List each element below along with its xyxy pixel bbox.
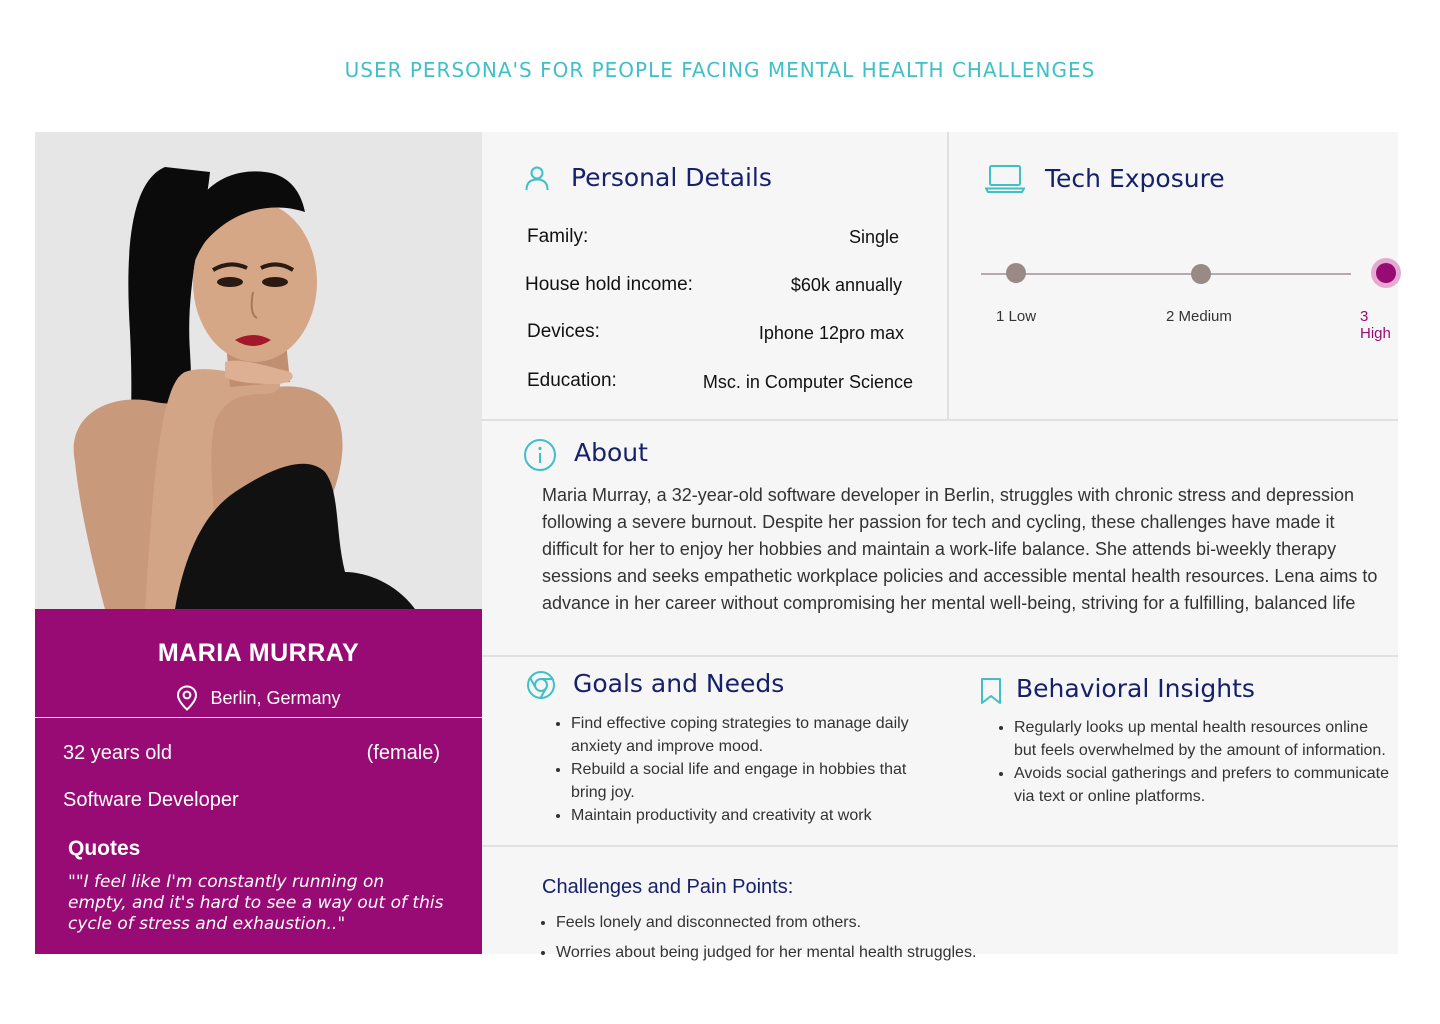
challenge-item: • Worries about being judged for her mental health struggles.	[556, 938, 1356, 968]
info-icon	[523, 438, 557, 472]
quotes-title: Quotes	[68, 837, 141, 860]
persona-card	[35, 132, 1398, 961]
persona-portrait	[35, 132, 482, 609]
personal-details-title: Personal Details	[571, 163, 772, 192]
family-label: Family:	[527, 226, 589, 247]
devices-value: Iphone 12pro max	[758, 323, 904, 343]
goal-item: • Maintain productivity and creativity at work	[571, 804, 921, 827]
profile-panel	[35, 132, 482, 954]
location	[35, 685, 482, 711]
tech-level-medium-dot	[1191, 264, 1211, 284]
behavior-title: Behavioral Insights	[1016, 674, 1255, 703]
profile-info	[35, 609, 482, 954]
occupation: Software Developer	[63, 789, 239, 811]
tech-level-high-label: 3 High	[1360, 308, 1391, 342]
personal-details-panel	[482, 132, 947, 419]
quote-text: ""I feel like I'm constantly running on empty, and it's hard to see a way out of this cycle of stress and exhaustion.."	[68, 872, 444, 934]
target-icon	[526, 670, 556, 700]
behavior-item: • Avoids social gatherings and prefers to communicate via text or online platforms.	[1014, 762, 1394, 808]
tech-scale-line	[981, 273, 1351, 275]
gender: (female)	[366, 742, 440, 764]
goal-item: • Rebuild a social life and engage in hobbies that bring joy.	[571, 758, 921, 804]
behavior-list	[996, 716, 1394, 808]
education-label: Education:	[527, 370, 617, 391]
tech-level-high-dot	[1376, 263, 1396, 283]
income-label: House hold income:	[525, 274, 693, 295]
person-icon	[524, 165, 550, 191]
tech-exposure-panel	[949, 132, 1398, 419]
goals-behavior-panel	[482, 657, 1398, 845]
goals-title: Goals and Needs	[573, 669, 785, 698]
tech-level-low-label: 1 Low	[996, 308, 1037, 325]
challenges-list	[538, 908, 1356, 968]
income-value: $60k annually	[790, 275, 902, 295]
age: 32 years old	[63, 742, 172, 764]
challenges-panel	[482, 847, 1398, 961]
laptop-icon	[985, 164, 1025, 194]
about-text: Maria Murray, a 32-year-old software developer in Berlin, struggles with chronic stress and depression following a severe burnout. Despite her passion for tech and cycling, these challenges have made it difficult for her to enjoy her hobbies and maintain a work-life balance. She attends bi-weekly therapy sessions and seeks empathetic workplace policies and accessible mental health resources. Lena aims to advance in her career without compromising her mental well-being, striving for a fulfilling, balanced life	[542, 485, 1378, 613]
education-value: Msc. in Computer Science	[702, 372, 913, 392]
goal-item: • Find effective coping strategies to manage daily anxiety and improve mood.	[571, 712, 921, 758]
location-text: Berlin, Germany	[210, 687, 341, 708]
tech-exposure-title: Tech Exposure	[1045, 164, 1225, 193]
challenges-title: Challenges and Pain Points:	[542, 876, 794, 898]
devices-label: Devices:	[527, 321, 600, 342]
bookmark-icon	[980, 677, 1002, 705]
behavior-item: • Regularly looks up mental health resources online but feels overwhelmed by the amount of information.	[1014, 716, 1394, 762]
page-title: USER PERSONA'S FOR PEOPLE FACING MENTAL HEALTH CHALLENGES	[344, 58, 1096, 82]
profile-divider	[35, 717, 482, 718]
persona-name: MARIA MURRAY	[157, 639, 360, 667]
tech-level-low-dot	[1006, 263, 1026, 283]
family-value: Single	[848, 227, 899, 247]
goals-list	[553, 712, 921, 827]
tech-level-medium-label: 2 Medium	[1166, 308, 1232, 325]
challenge-item: • Feels lonely and disconnected from others.	[556, 908, 1356, 938]
about-title: About	[574, 438, 648, 467]
about-panel	[482, 421, 1398, 655]
location-pin-icon	[176, 685, 198, 711]
